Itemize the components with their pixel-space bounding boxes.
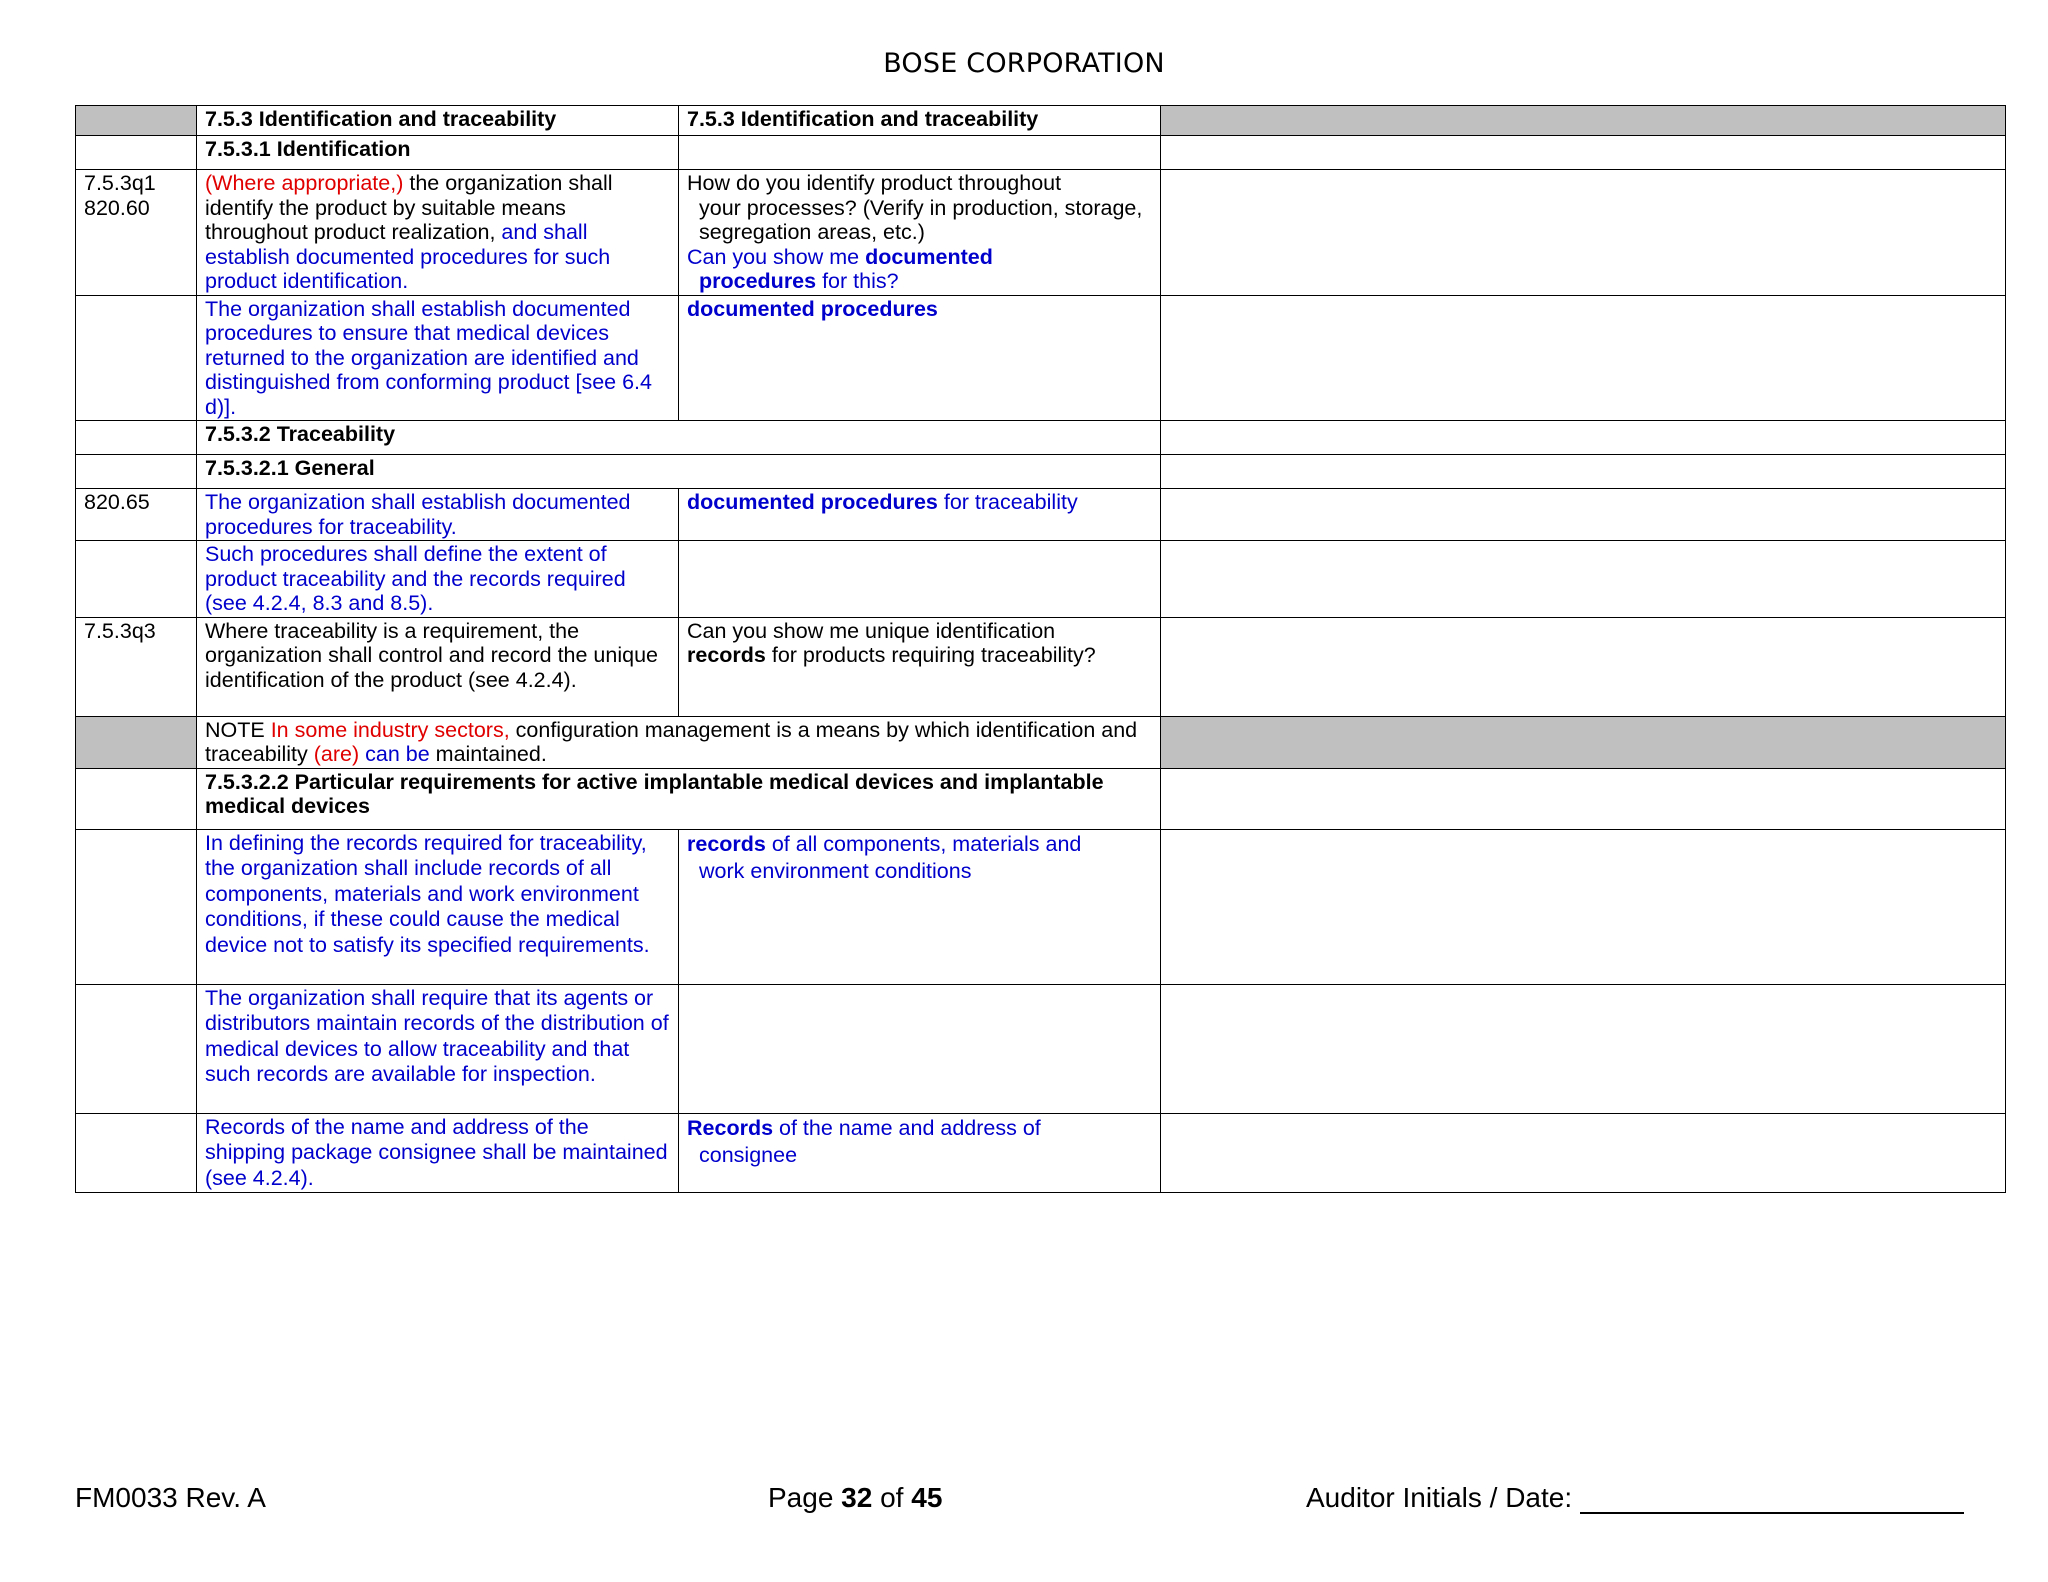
notes-cell — [1161, 984, 2006, 1113]
table-row — [76, 295, 2006, 421]
auditor-signoff — [1306, 1482, 1964, 1514]
question-blue-prefix: Can you show me — [687, 244, 866, 269]
note-prefix: NOTE — [205, 717, 271, 742]
page-total: 45 — [911, 1482, 943, 1513]
table-row-note — [76, 716, 2006, 768]
ref-cell — [76, 421, 197, 455]
ref-code: 820.65 — [84, 490, 150, 514]
auditor-label: Auditor Initials / Date: — [1306, 1482, 1573, 1513]
table-row — [76, 617, 2006, 716]
notes-cell — [1161, 489, 2006, 541]
form-id: FM0033 Rev. A — [75, 1482, 266, 1513]
ref-code: 7.5.3q3 — [84, 618, 156, 643]
requirement-cell: In defining the records required for traceability, the organization shall include records of all components, materials and work environment conditions, if these could cause the medical device not to satisfy its specified requirements. — [197, 829, 679, 984]
requirement-cell — [197, 170, 679, 296]
ref-cell — [76, 829, 197, 984]
auditor-signature-line[interactable] — [1580, 1486, 1964, 1514]
note-text: maintained. — [429, 742, 547, 766]
ref-cell — [76, 106, 197, 136]
notes-cell — [1161, 829, 2006, 984]
notes-cell — [1161, 541, 2006, 618]
ref-cell — [76, 489, 197, 541]
page-of: of — [872, 1482, 912, 1513]
notes-cell — [1161, 136, 2006, 170]
question-text-line — [687, 1115, 1152, 1142]
company-name: BOSE CORPORATION — [883, 48, 1165, 79]
subsection-heading: 7.5.3.1 Identification — [197, 136, 679, 170]
table-row-implantable-heading — [76, 768, 2006, 829]
requirement-cell: The organization shall require that its agents or distributors maintain records of the distribution of medical devices to allow traceability and that such records are available for inspection. — [197, 984, 679, 1113]
subsection-heading: 7.5.3.2 Traceability — [197, 421, 1161, 455]
question-bold-term: records — [687, 643, 766, 667]
table-row — [76, 984, 2006, 1113]
ref-cell — [76, 716, 197, 768]
subsection-heading: 7.5.3.2.2 Particular requirements for active implantable medical devices and implantable medical devices — [197, 768, 1161, 829]
requirement-heading: 7.5.3 Identification and traceability — [197, 106, 679, 136]
ref-cell — [76, 170, 197, 296]
notes-cell — [1161, 421, 2006, 455]
question-text: of the name and address of — [773, 1115, 1041, 1140]
requirement-cell: Such procedures shall define the extent of product traceability and the records required (see 4.2.4, 8.3 and 8.5). — [197, 541, 679, 618]
requirement-text: the organization shall identify the product by suitable means throughout product realization, — [205, 171, 613, 244]
page-prefix: Page — [768, 1482, 842, 1513]
question-cell — [679, 541, 1161, 618]
subsection-heading: 7.5.3.2.1 General — [197, 455, 1161, 489]
question-blue-suffix: for this? — [816, 269, 899, 293]
question-text: consignee — [699, 1142, 798, 1167]
table-row — [76, 489, 2006, 541]
question-text-line — [687, 831, 1152, 858]
notes-cell — [1161, 455, 2006, 489]
table-row — [76, 541, 2006, 618]
ref-cell — [76, 768, 197, 829]
question-text: for traceability — [937, 490, 1078, 514]
question-bold-term: procedures — [699, 269, 817, 293]
question-blue-text — [687, 269, 1152, 294]
notes-cell — [1161, 1113, 2006, 1193]
question-cell: documented procedures — [679, 295, 1161, 421]
notes-cell — [1161, 295, 2006, 421]
ref-cell — [76, 617, 197, 716]
notes-cell — [1161, 768, 2006, 829]
question-bold-term: documented — [865, 244, 993, 269]
question-heading: 7.5.3 Identification and traceability — [679, 106, 1161, 136]
question-text: for products requiring traceability? — [765, 643, 1096, 667]
question-cell — [679, 829, 1161, 984]
question-text: How do you identify product throughout — [687, 171, 1062, 195]
question-bold-term: records — [687, 831, 766, 856]
note-blue-text: can be — [359, 742, 430, 766]
ref-cell — [76, 1113, 197, 1193]
table-row — [76, 1113, 2006, 1193]
question-cell — [679, 136, 1161, 170]
ref-code: 7.5.3q1 — [84, 171, 156, 195]
requirement-cell: Records of the name and address of the shipping package consignee shall be maintained (see 4.2.4). — [197, 1113, 679, 1193]
table-row — [76, 170, 2006, 296]
question-cell — [679, 617, 1161, 716]
question-blue-text — [687, 245, 1152, 270]
question-cell — [679, 984, 1161, 1113]
question-bold-term: Records — [687, 1115, 774, 1140]
notes-cell — [1161, 170, 2006, 296]
note-red-text: In some industry sectors, — [270, 717, 510, 742]
ref-code: 820.60 — [84, 195, 150, 220]
table-row-traceability-heading — [76, 421, 2006, 455]
question-cell — [679, 489, 1161, 541]
question-bold-term: documented procedures — [687, 490, 938, 514]
question-text: of all components, materials and — [765, 831, 1082, 856]
page-current: 32 — [841, 1482, 873, 1513]
ref-cell — [76, 455, 197, 489]
requirement-cell: Where traceability is a requirement, the organization shall control and record the unique identification of the product (see 4.2.4). — [197, 617, 679, 716]
question-text: your processes? (Verify in production, storage, segregation areas, etc.) — [699, 195, 1143, 244]
note-cell — [197, 716, 1161, 768]
ref-cell — [76, 295, 197, 421]
audit-checklist-table — [75, 105, 2006, 1193]
ref-cell — [76, 136, 197, 170]
table-row-general-heading — [76, 455, 2006, 489]
requirement-cell: The organization shall establish documented procedures to ensure that medical devices returned to the organization are identified and distinguished from conforming product [see 6.4 d)]. — [197, 295, 679, 421]
notes-cell — [1161, 617, 2006, 716]
requirement-cell: The organization shall establish documented procedures for traceability. — [197, 489, 679, 541]
question-text: Can you show me unique identification — [687, 618, 1056, 643]
table-row-identification-heading — [76, 136, 2006, 170]
table-row — [76, 829, 2006, 984]
ref-cell — [76, 984, 197, 1113]
notes-cell — [1161, 106, 2006, 136]
requirement-blue-text: and shall establish documented procedures for such product identification. — [205, 220, 611, 293]
ref-cell — [76, 541, 197, 618]
requirement-red-text: (Where appropriate,) — [205, 171, 404, 195]
question-cell — [679, 170, 1161, 296]
question-cell — [679, 1113, 1161, 1193]
page-number — [768, 1482, 942, 1514]
note-red-text: (are) — [313, 742, 360, 766]
table-row-section-7-5-3 — [76, 106, 2006, 136]
question-text-line — [687, 643, 1152, 668]
note-text: configuration management is a means by which identification and traceability — [205, 717, 1138, 766]
question-text: work environment conditions — [699, 858, 972, 883]
notes-cell — [1161, 716, 2006, 768]
